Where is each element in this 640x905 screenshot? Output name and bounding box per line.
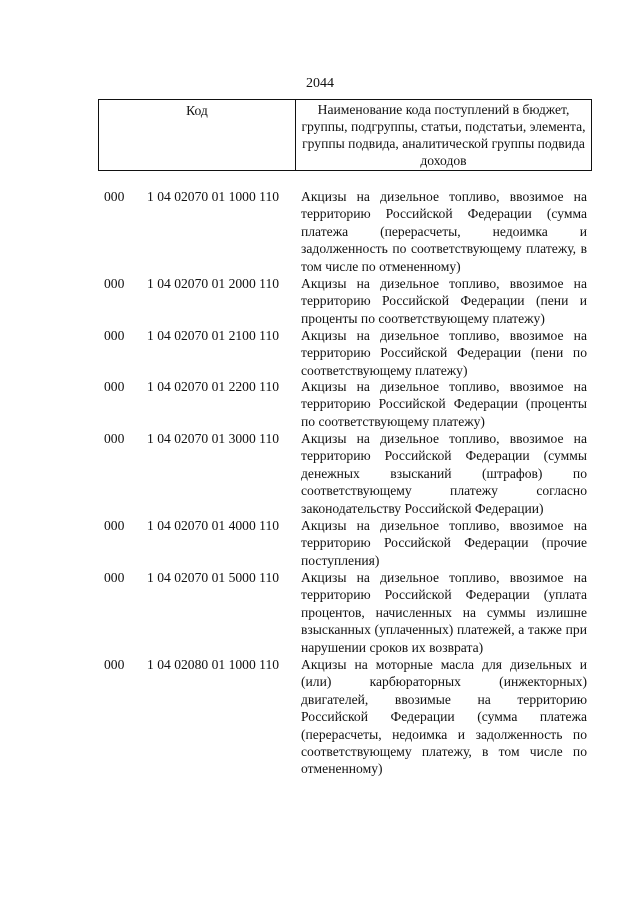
table-row <box>0 569 640 656</box>
row-name: Акцизы на дизельное топливо, ввозимое на территорию Российской Федерации (проценты по соответствующему платежу) <box>301 379 587 429</box>
row-code: 1 04 02070 01 2000 110 <box>147 276 280 291</box>
row-name: Акцизы на дизельное топливо, ввозимое на территорию Российской Федерации (пени и проценты по соответствующему платежу) <box>301 276 587 326</box>
row-prefix: 000 <box>104 431 125 446</box>
table-row <box>0 430 640 517</box>
row-name: Акцизы на дизельное топливо, ввозимое на территорию Российской Федерации (уплата процентов, начисленных на суммы излишне взысканных (уплаченных) платежей, а также при нарушении сроков их возврата) <box>301 570 587 655</box>
table-row <box>0 656 640 778</box>
row-prefix: 000 <box>104 518 125 533</box>
row-prefix: 000 <box>104 276 125 291</box>
header-code-label: Код <box>99 100 296 171</box>
table-row <box>0 327 640 378</box>
row-name: Акцизы на моторные масла для дизельных и (или) карбюраторных (инжекторных) двигателей, ввозимые на территорию Российской Федерации (сумма платежа (перерасчеты, недоимка и задолженность по соответствующему платежу, в том числе по отмененному) <box>301 657 587 777</box>
row-prefix: 000 <box>104 189 125 204</box>
row-prefix: 000 <box>104 379 125 394</box>
row-prefix: 000 <box>104 328 125 343</box>
row-code: 1 04 02070 01 5000 110 <box>147 570 280 585</box>
row-code: 1 04 02070 01 2200 110 <box>147 379 280 394</box>
row-code: 1 04 02070 01 1000 110 <box>147 189 280 204</box>
row-code: 1 04 02070 01 4000 110 <box>147 518 280 533</box>
row-code: 1 04 02080 01 1000 110 <box>147 657 280 672</box>
row-code: 1 04 02070 01 2100 110 <box>147 328 280 343</box>
table-row <box>0 517 640 569</box>
table-row <box>0 378 640 430</box>
row-name: Акцизы на дизельное топливо, ввозимое на территорию Российской Федерации (пени по соответствующему платежу) <box>301 328 587 378</box>
row-prefix: 000 <box>104 657 125 672</box>
table-row <box>0 188 640 275</box>
header-name-label: Наименование кода поступлений в бюджет, группы, подгруппы, статьи, подстатьи, элемента, группы подвида, аналитической группы подвида доходов <box>296 100 592 171</box>
row-name: Акцизы на дизельное топливо, ввозимое на территорию Российской Федерации (сумма платежа (перерасчеты, недоимка и задолженность по соответствующему платежу, в том числе по отмененному) <box>301 189 587 274</box>
row-prefix: 000 <box>104 570 125 585</box>
table-header <box>98 99 592 171</box>
row-name: Акцизы на дизельное топливо, ввозимое на территорию Российской Федерации (прочие поступления) <box>301 518 587 568</box>
row-name: Акцизы на дизельное топливо, ввозимое на территорию Российской Федерации (суммы денежных взысканий (штрафов) по соответствующему платежу согласно законодательству Российской Федерации) <box>301 431 587 516</box>
page-number: 2044 <box>306 76 334 91</box>
income-code-list <box>0 188 640 778</box>
table-row <box>0 275 640 327</box>
row-code: 1 04 02070 01 3000 110 <box>147 431 280 446</box>
